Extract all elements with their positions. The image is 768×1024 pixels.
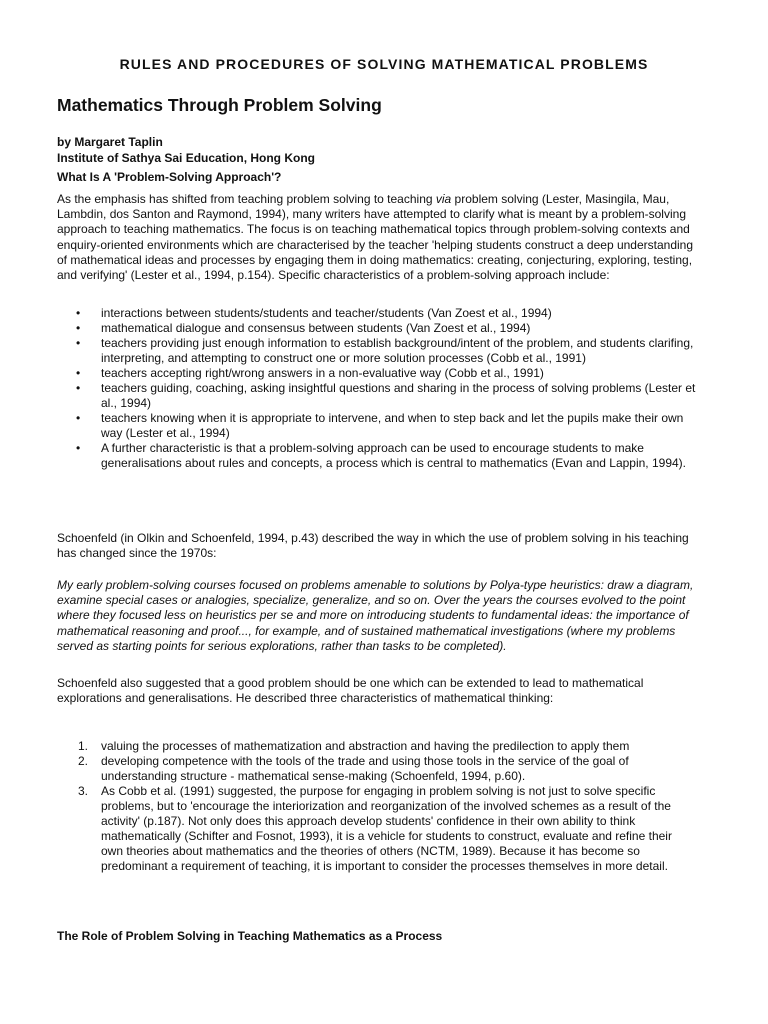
- characteristics-list: [57, 306, 697, 471]
- list-item-text: teachers guiding, coaching, asking insightful questions and sharing in the process of solving problems (Lester et al., 1994): [101, 381, 696, 410]
- bullet-icon: •: [76, 306, 81, 320]
- thinking-characteristics-list: [57, 739, 697, 874]
- list-item: [57, 754, 697, 784]
- section-subheading: What Is A 'Problem-Solving Approach'?: [57, 170, 282, 184]
- section-heading: The Role of Problem Solving in Teaching Mathematics as a Process: [57, 929, 443, 943]
- list-number: 2.: [78, 754, 89, 768]
- schoenfeld-intro-paragraph: Schoenfeld (in Olkin and Schoenfeld, 1994, p.43) described the way in which the use of problem solving in his teaching has changed since the 1970s:: [57, 531, 689, 561]
- list-item: [57, 441, 697, 471]
- list-item-text: mathematical dialogue and consensus between students (Van Zoest et al., 1994): [101, 321, 531, 335]
- list-item: [57, 321, 697, 336]
- list-item-text: teachers providing just enough information to establish background/intent of the problem, and students clarifing, interpreting, and attempting to construct one or more solution processes (Cobb et al., 1991): [101, 336, 694, 365]
- list-item: [57, 784, 697, 874]
- article-heading: Mathematics Through Problem Solving: [57, 95, 382, 115]
- list-item: [57, 411, 697, 441]
- bullet-icon: •: [76, 411, 81, 425]
- list-item-text: developing competence with the tools of the trade and using those tools in the service of the goal of understanding structure - mathematical sense-making (Schoenfeld, 1994, p.60).: [101, 754, 629, 783]
- intro-text-b: problem solving (Lester, Masingila, Mau, Lambdin, dos Santon and Raymond, 1994), many writers have attempted to clarify what is meant by a problem-solving approach to teaching mathematics. The focus is on teaching mathematical topics through problem-solving contexts and enquiry-oriented environments which are characterised by the teacher 'helping students construct a deep understanding of mathematical ideas and processes by engaging them in doing mathematics: creating, conjecturing, exploring, testing, and verifying' (Lester et al., 1994, p.154). Specific characteristics of a problem-solving approach include:: [57, 192, 694, 283]
- document-title: RULES AND PROCEDURES OF SOLVING MATHEMATICAL PROBLEMS: [119, 56, 649, 72]
- institute: Institute of Sathya Sai Education, Hong Kong: [57, 150, 316, 165]
- schoenfeld-also-paragraph: Schoenfeld also suggested that a good problem should be one which can be extended to lead to mathematical explorations and generalisations. He described three characteristics of mathematical thinking:: [57, 676, 644, 706]
- list-item-text: teachers knowing when it is appropriate to intervene, and when to step back and let the pupils make their own way (Lester et al., 1994): [101, 411, 684, 440]
- intro-emphasis: via: [435, 192, 452, 206]
- byline: [57, 135, 315, 166]
- list-item-text: interactions between students/students and teacher/students (Van Zoest et al., 1994): [101, 306, 552, 320]
- bullet-icon: •: [76, 441, 81, 455]
- intro-text-a: As the emphasis has shifted from teaching problem solving to teaching: [57, 192, 436, 206]
- list-item-text: teachers accepting right/wrong answers in a non-evaluative way (Cobb et al., 1991): [101, 366, 544, 380]
- bullet-icon: •: [76, 321, 81, 335]
- list-item: [57, 739, 697, 754]
- intro-paragraph: [57, 192, 697, 283]
- list-item-text: valuing the processes of mathematization and abstraction and having the predilection to apply them: [101, 739, 630, 753]
- list-item: [57, 366, 697, 381]
- quote-paragraph: My early problem-solving courses focused on problems amenable to solutions by Polya-type heuristics: draw a diagram, examine special cases or analogies, specialize, generalize, and so on. Over the years the courses evolved to the point where they focused less on heuristics per se and more on introducing students to fundamental ideas: the importance of mathematical reasoning and proof..., for example, and of sustained mathematical investigations (where my problems served as starting points for serious explorations, rather than tasks to be completed).: [57, 578, 694, 653]
- list-item: [57, 381, 697, 411]
- list-number: 3.: [78, 784, 89, 798]
- bullet-icon: •: [76, 366, 81, 380]
- list-number: 1.: [78, 739, 89, 753]
- author: by Margaret Taplin: [57, 135, 163, 149]
- list-item-text: A further characteristic is that a problem-solving approach can be used to encourage students to make generalisations about rules and concepts, a process which is central to mathematics (Evan and Lappin, 1994).: [101, 441, 686, 470]
- list-item: [57, 306, 697, 321]
- list-item-text: As Cobb et al. (1991) suggested, the purpose for engaging in problem solving is not just to solve specific problems, but to 'encourage the interiorization and reorganization of the involved schemes as a result of the activity' (p.187). Not only does this approach develop students' confidence in their own ability to think mathematically (Schifter and Fosnot, 1993), it is a vehicle for students to construct, evaluate and refine their own theories about mathematics and the theories of others (NCTM, 1989). Because it has become so predominant a requirement of teaching, it is important to consider the processes themselves in more detail.: [101, 784, 672, 873]
- bullet-icon: •: [76, 381, 81, 395]
- list-item: [57, 336, 697, 366]
- bullet-icon: •: [76, 336, 81, 350]
